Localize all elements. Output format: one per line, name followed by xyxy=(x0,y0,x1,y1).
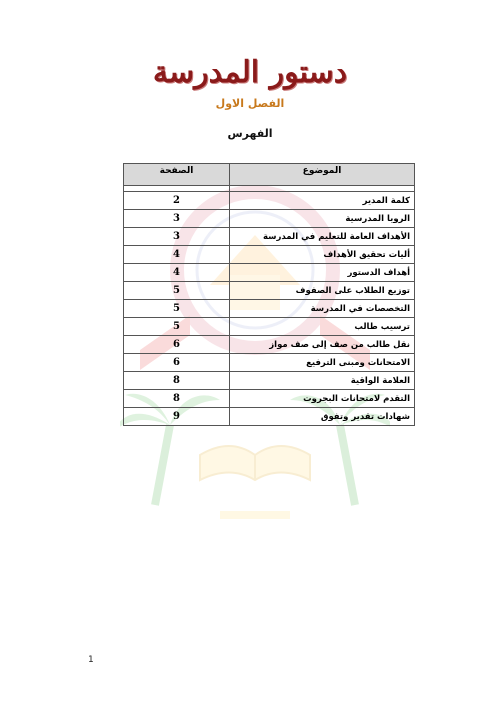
toc-page-cell: 2 xyxy=(124,192,230,210)
table-row xyxy=(124,354,415,372)
toc-page-cell: 3 xyxy=(124,210,230,228)
toc-page-cell: 8 xyxy=(124,372,230,390)
toc-page-cell: 8 xyxy=(124,390,230,408)
page-number: 1 xyxy=(88,655,94,665)
table-row xyxy=(124,192,415,210)
toc-page-cell: 5 xyxy=(124,282,230,300)
toc-page-cell: 9 xyxy=(124,408,230,426)
toc-page-cell: 6 xyxy=(124,354,230,372)
toc-topic-cell: ترسيب طالب xyxy=(230,318,415,336)
table-row xyxy=(124,390,415,408)
table-of-contents xyxy=(123,163,415,426)
toc-page-cell: 6 xyxy=(124,336,230,354)
toc-topic-cell: الامتحانات ومبنى الترفيع xyxy=(230,354,415,372)
table-row xyxy=(124,336,415,354)
page-title: دستور المدرسة xyxy=(152,55,348,90)
toc-page-cell: 5 xyxy=(124,300,230,318)
toc-topic-cell: أهداف الدستور xyxy=(230,264,415,282)
toc-page-cell: 4 xyxy=(124,246,230,264)
table-row xyxy=(124,210,415,228)
index-heading: الفهرس xyxy=(227,127,273,140)
table-row xyxy=(124,282,415,300)
toc-topic-cell: كلمة المدير xyxy=(230,192,415,210)
table-row xyxy=(124,246,415,264)
toc-topic-cell: الأهداف العامة للتعليم في المدرسة xyxy=(230,228,415,246)
toc-header-row xyxy=(124,164,415,186)
toc-page-cell: 3 xyxy=(124,228,230,246)
toc-topic-cell: التخصصات في المدرسة xyxy=(230,300,415,318)
toc-page-cell: 5 xyxy=(124,318,230,336)
table-row xyxy=(124,300,415,318)
toc-topic-cell: شهادات تقدير وتفوق xyxy=(230,408,415,426)
toc-page-cell: 4 xyxy=(124,264,230,282)
table-row xyxy=(124,318,415,336)
open-book-icon xyxy=(200,446,310,515)
toc-topic-cell: أليات تحقيق الأهداف xyxy=(230,246,415,264)
toc-topic-cell: توزيع الطلاب على الصفوف xyxy=(230,282,415,300)
toc-topic-cell: التقدم لامتحانات البجروت xyxy=(230,390,415,408)
page-column-header: الصفحة xyxy=(124,164,230,186)
toc-topic-cell: العلامة الواقية xyxy=(230,372,415,390)
chapter-subtitle: الفصل الاول xyxy=(215,97,285,110)
table-row xyxy=(124,228,415,246)
table-row xyxy=(124,264,415,282)
table-row xyxy=(124,408,415,426)
toc-topic-cell: نقل طالب من صف إلى صف مواز xyxy=(230,336,415,354)
table-row xyxy=(124,372,415,390)
topic-column-header: الموضوع xyxy=(230,164,415,186)
toc-topic-cell: الرويا المدرسية xyxy=(230,210,415,228)
